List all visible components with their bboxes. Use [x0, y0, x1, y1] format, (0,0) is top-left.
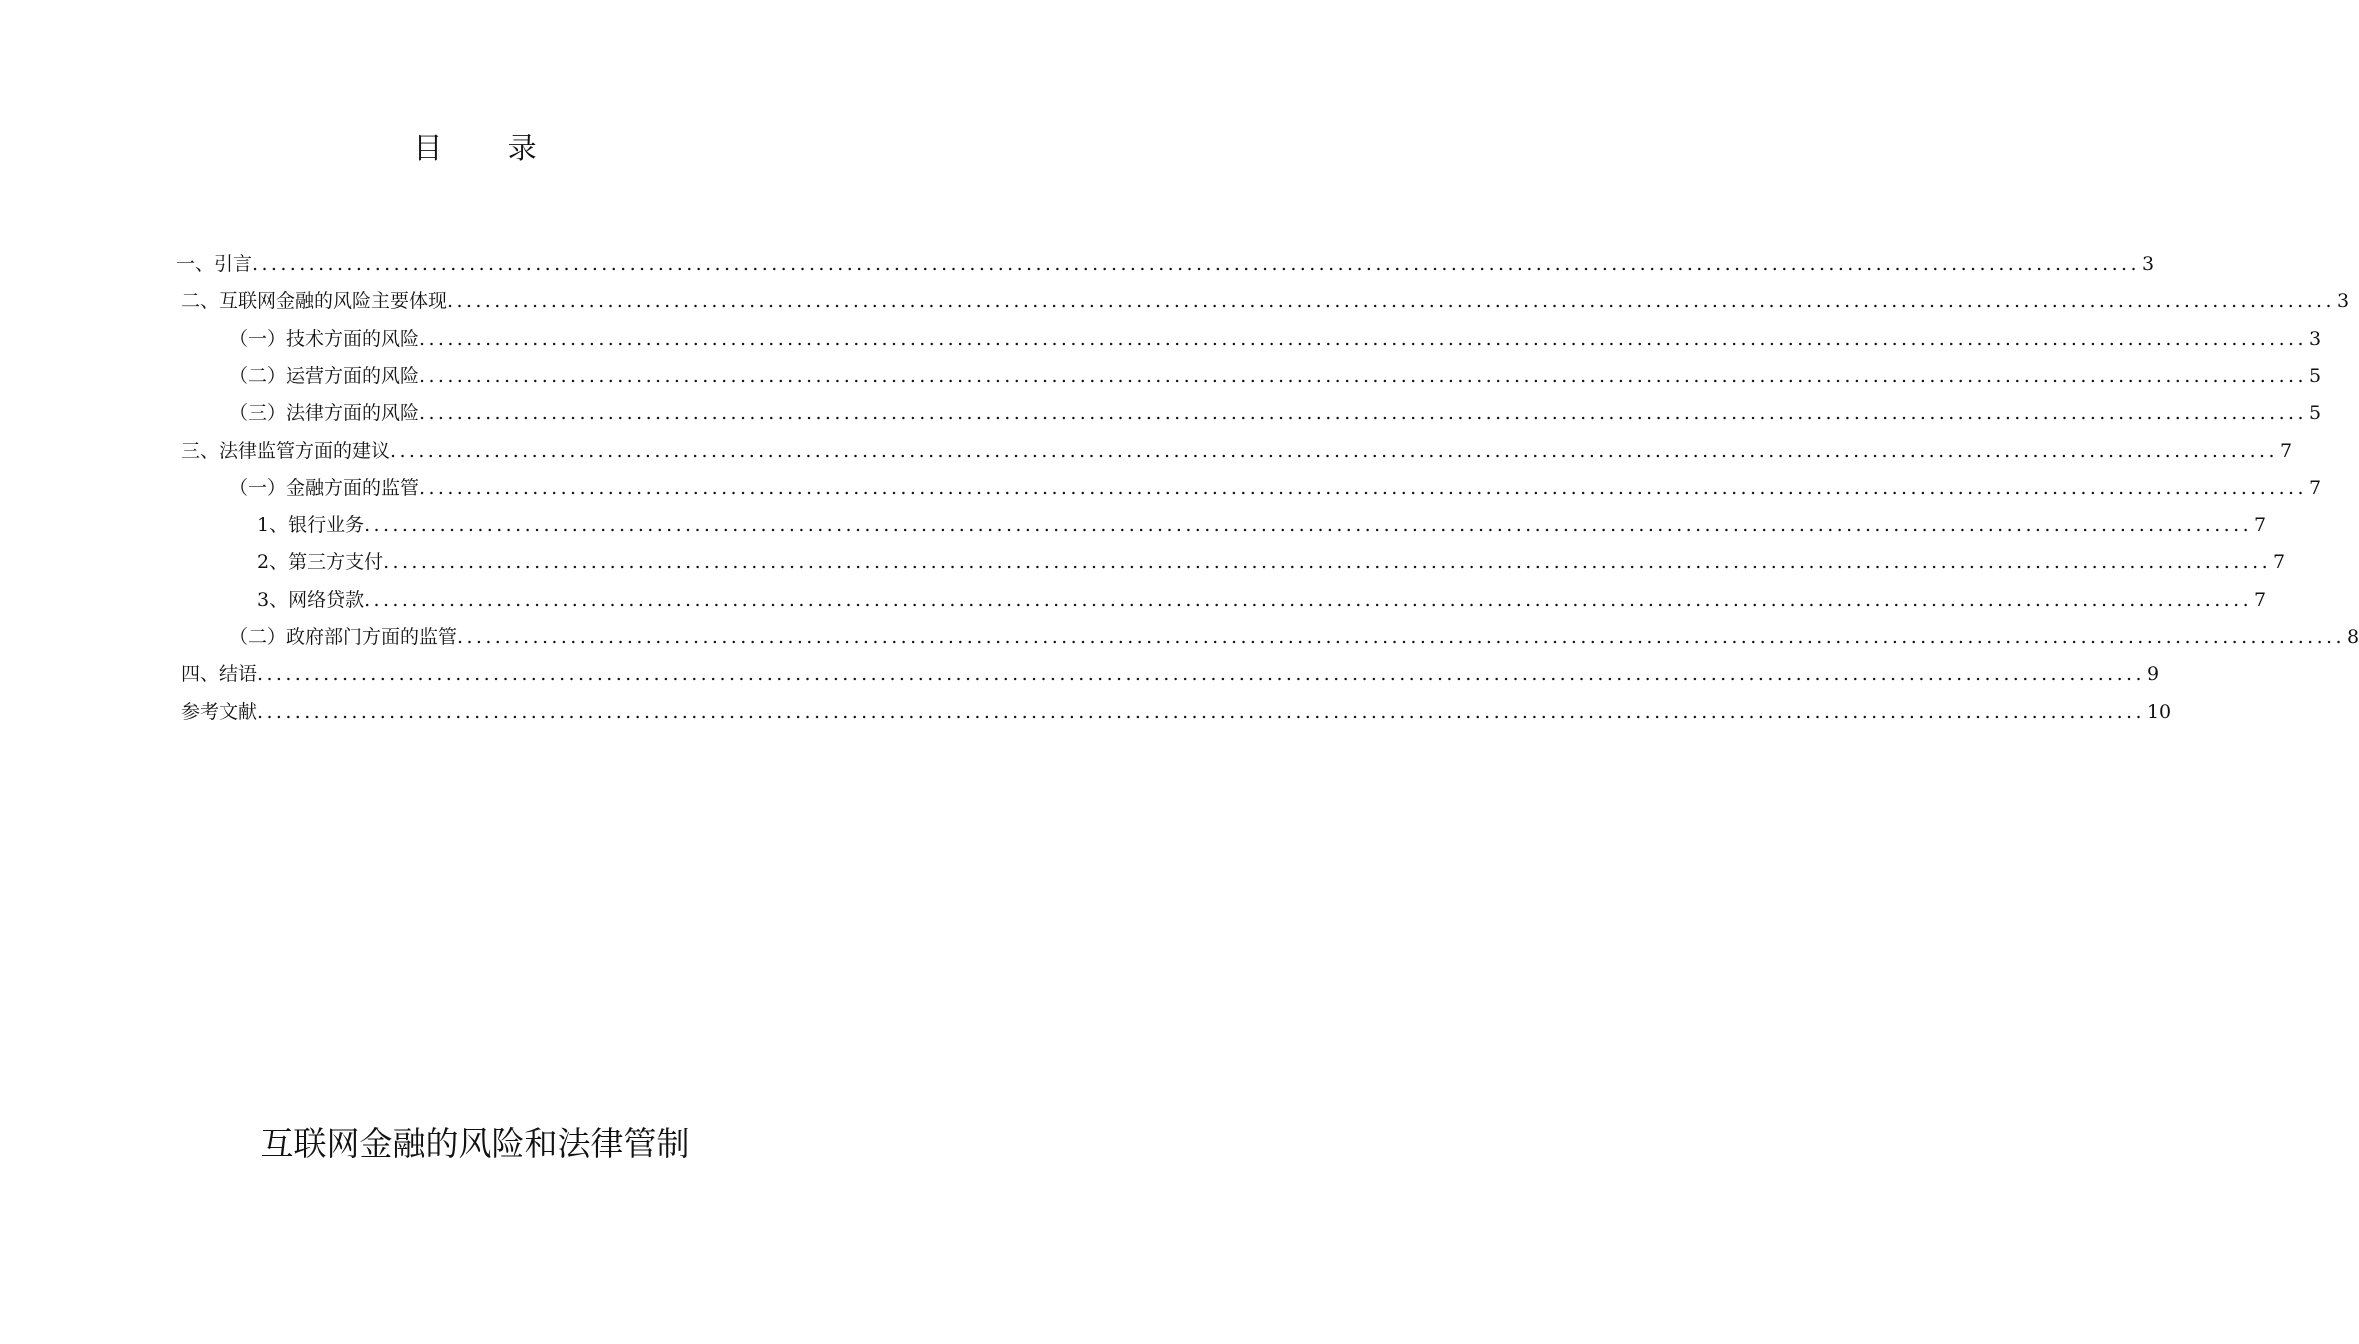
- toc-leader-dots: ........................................................................................................................................................................................................: [390, 439, 2278, 462]
- toc-entry-label: （三）法律方面的风险: [229, 402, 420, 425]
- toc-entry-label: 三、法律监管方面的建议: [181, 439, 391, 462]
- toc-page-number: 3: [2141, 253, 2155, 275]
- toc-entry-label: （一）技术方面的风险: [229, 327, 420, 350]
- toc-leader-dots: ........................................................................................................................................................................................................: [419, 476, 2307, 499]
- toc-page-number: 5: [2308, 402, 2322, 425]
- toc-leader-dots: ........................................................................................................................................................................................................: [419, 327, 2307, 350]
- toc-entry[interactable]: [229, 321, 2322, 358]
- toc-entry[interactable]: [181, 283, 2350, 320]
- toc-entry-label: （二）政府部门方面的监管: [229, 626, 458, 648]
- toc-heading: 目 录: [413, 131, 565, 165]
- toc-leader-dots: ........................................................................................................................................................................................................: [257, 700, 2145, 723]
- toc-entry-label: 1、银行业务: [257, 514, 365, 537]
- toc-entry-label: （二）运营方面的风险: [229, 364, 420, 387]
- toc-entry-label: 一、引言: [176, 253, 253, 275]
- toc-leader-dots: ........................................................................................................................................................................................................: [364, 514, 2253, 537]
- toc-entry[interactable]: [257, 582, 2267, 619]
- toc-leader-dots: ........................................................................................................................................................................................................: [447, 290, 2335, 313]
- toc-leader-dots: ........................................................................................................................................................................................................: [364, 588, 2253, 611]
- toc-entry[interactable]: [257, 544, 2286, 581]
- toc-leader-dots: ........................................................................................................................................................................................................: [252, 253, 2140, 275]
- toc-entry[interactable]: [181, 656, 2160, 693]
- toc-entry-label: 2、第三方支付: [257, 551, 384, 574]
- toc-entry[interactable]: [181, 433, 2293, 470]
- toc-page-number: 3: [2336, 290, 2350, 313]
- toc-entry[interactable]: [176, 246, 2155, 283]
- toc-page-number: 9: [2146, 663, 2160, 686]
- toc-page-number: 7: [2308, 476, 2322, 499]
- toc-page-number: 7: [2273, 551, 2286, 574]
- toc-entry-label: 四、结语: [181, 663, 258, 686]
- toc-leader-dots: ........................................................................................................................................................................................................: [257, 663, 2145, 686]
- toc-page-number: 5: [2308, 364, 2322, 387]
- toc-entry-label: 参考文献: [181, 700, 258, 723]
- toc-page-number: 7: [2279, 439, 2293, 462]
- document-title: 互联网金融的风险和法律管制: [260, 1124, 690, 1163]
- toc-page-number: 3: [2308, 327, 2322, 350]
- toc-entry-label: （一）金融方面的监管: [229, 476, 420, 499]
- toc-leader-dots: ........................................................................................................................................................................................................: [457, 626, 2345, 648]
- toc-page-number: 7: [2254, 588, 2267, 611]
- toc-page-number: 8: [2346, 626, 2359, 648]
- toc-page-number: 10: [2146, 700, 2172, 723]
- toc-page-number: 7: [2254, 514, 2267, 537]
- toc-entry-label: 3、网络贷款: [257, 588, 365, 611]
- toc-entry[interactable]: [229, 470, 2322, 507]
- toc-entry[interactable]: [229, 358, 2322, 395]
- toc-entry[interactable]: [181, 694, 2172, 731]
- toc-leader-dots: ........................................................................................................................................................................................................: [383, 551, 2272, 574]
- toc-entry-label: 二、互联网金融的风险主要体现: [181, 290, 448, 313]
- toc-entry[interactable]: [257, 507, 2267, 544]
- toc-entry[interactable]: [229, 619, 2359, 656]
- toc-leader-dots: ........................................................................................................................................................................................................: [419, 364, 2307, 387]
- toc-entry[interactable]: [229, 395, 2322, 432]
- toc-leader-dots: ........................................................................................................................................................................................................: [419, 402, 2307, 425]
